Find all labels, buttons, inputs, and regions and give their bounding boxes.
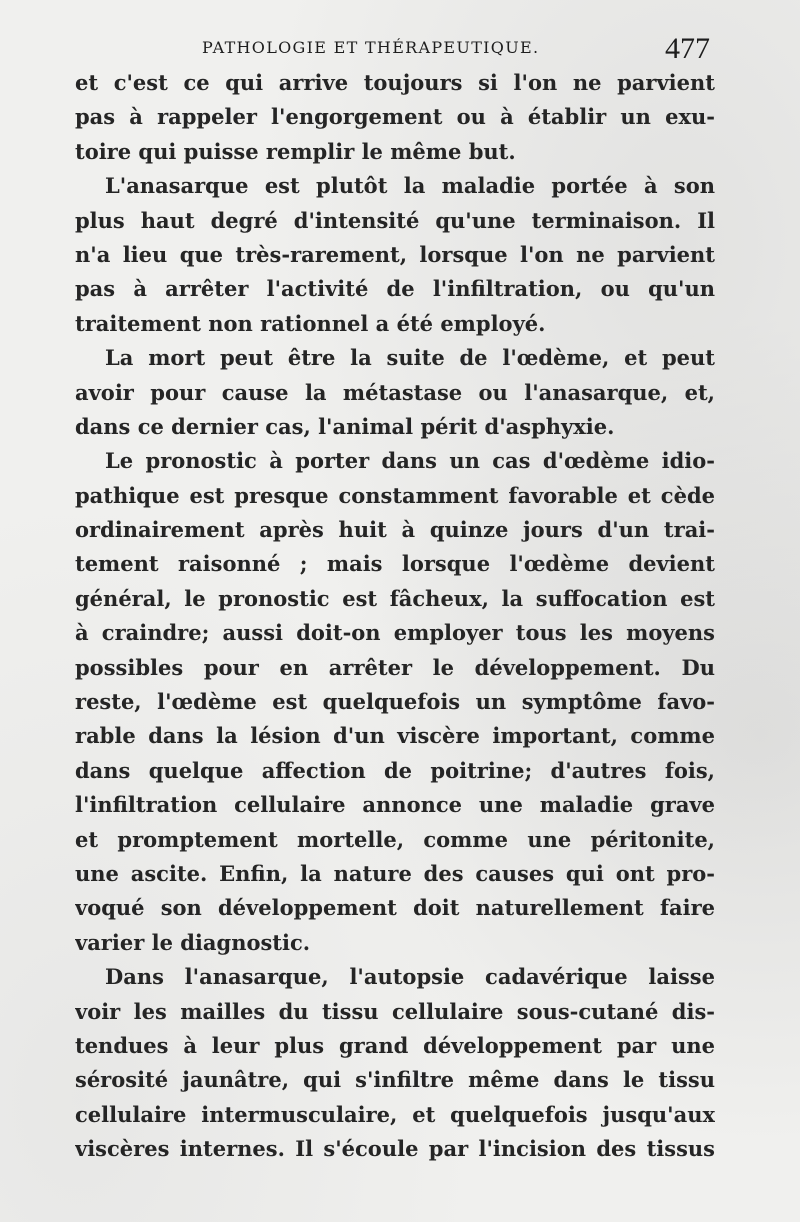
text-line: l'infiltration cellulaire annonce une maladie grave [75,792,715,818]
text-line: dans quelque affection de poitrine; d'autres fois, [75,757,715,783]
text-line: rable dans la lésion d'un viscère important, comme [75,723,715,749]
text-line: possibles pour en arrêter le développement. Du [75,654,715,680]
text-line: à craindre; aussi doit-on employer tous les moyens [75,620,715,646]
text-line: La mort peut être la suite de l'œdème, et peut [105,345,715,371]
text-line: n'a lieu que très-rarement, lorsque l'on ne parvient [75,241,715,267]
text-line: pas à rappeler l'engorgement ou à établir un exu- [75,104,715,130]
body-text [75,66,715,1167]
text-line: pathique est presque constamment favorable et cède [75,482,715,508]
text-line: une ascite. Enfin, la nature des causes qui ont pro- [75,860,715,886]
text-line: et c'est ce qui arrive toujours si l'on ne parvient [75,70,715,95]
text-line: Le pronostic à porter dans un cas d'œdème idio- [105,448,715,474]
text-line: Dans l'anasarque, l'autopsie cadavérique laisse [105,964,715,990]
page-header [200,34,710,70]
text-line: sérosité jaunâtre, qui s'infiltre même dans le tissu [75,1067,715,1093]
text-line: plus haut degré d'intensité qu'une terminaison. Il [75,207,715,233]
text-line: avoir pour cause la métastase ou l'anasarque, et, [75,379,715,405]
text-line: toire qui puisse remplir le même but. [75,138,516,164]
text-line: traitement non rationnel a été employé. [75,310,546,336]
text-line: général, le pronostic est fâcheux, la suffocation est [75,585,715,611]
text-line: cellulaire intermusculaire, et quelquefois jusqu'aux [75,1101,715,1127]
text-line: ordinairement après huit à quinze jours d'un trai- [75,517,715,543]
text-line: varier le diagnostic. [75,929,311,955]
text-line: voir les mailles du tissu cellulaire sous-cutané dis- [75,998,715,1024]
text-line: voqué son développement doit naturellement faire [75,895,715,921]
text-line: tement raisonné ; mais lorsque l'œdème devient [75,551,715,577]
text-line: viscères internes. Il s'écoule par l'incision des tissus [75,1136,715,1162]
running-head: PATHOLOGIE ET THÉRAPEUTIQUE. [202,38,540,57]
text-line: L'anasarque est plutôt la maladie portée à son [105,173,715,199]
text-line: pas à arrêter l'activité de l'infiltration, ou qu'un [75,276,715,302]
text-line: reste, l'œdème est quelquefois un symptôme favo- [75,689,715,715]
text-line: dans ce dernier cas, l'animal périt d'asphyxie. [75,413,615,439]
text-line: tendues à leur plus grand développement par une [75,1032,715,1058]
text-line: et promptement mortelle, comme une péritonite, [75,826,715,852]
page-number: 477 [665,32,710,65]
